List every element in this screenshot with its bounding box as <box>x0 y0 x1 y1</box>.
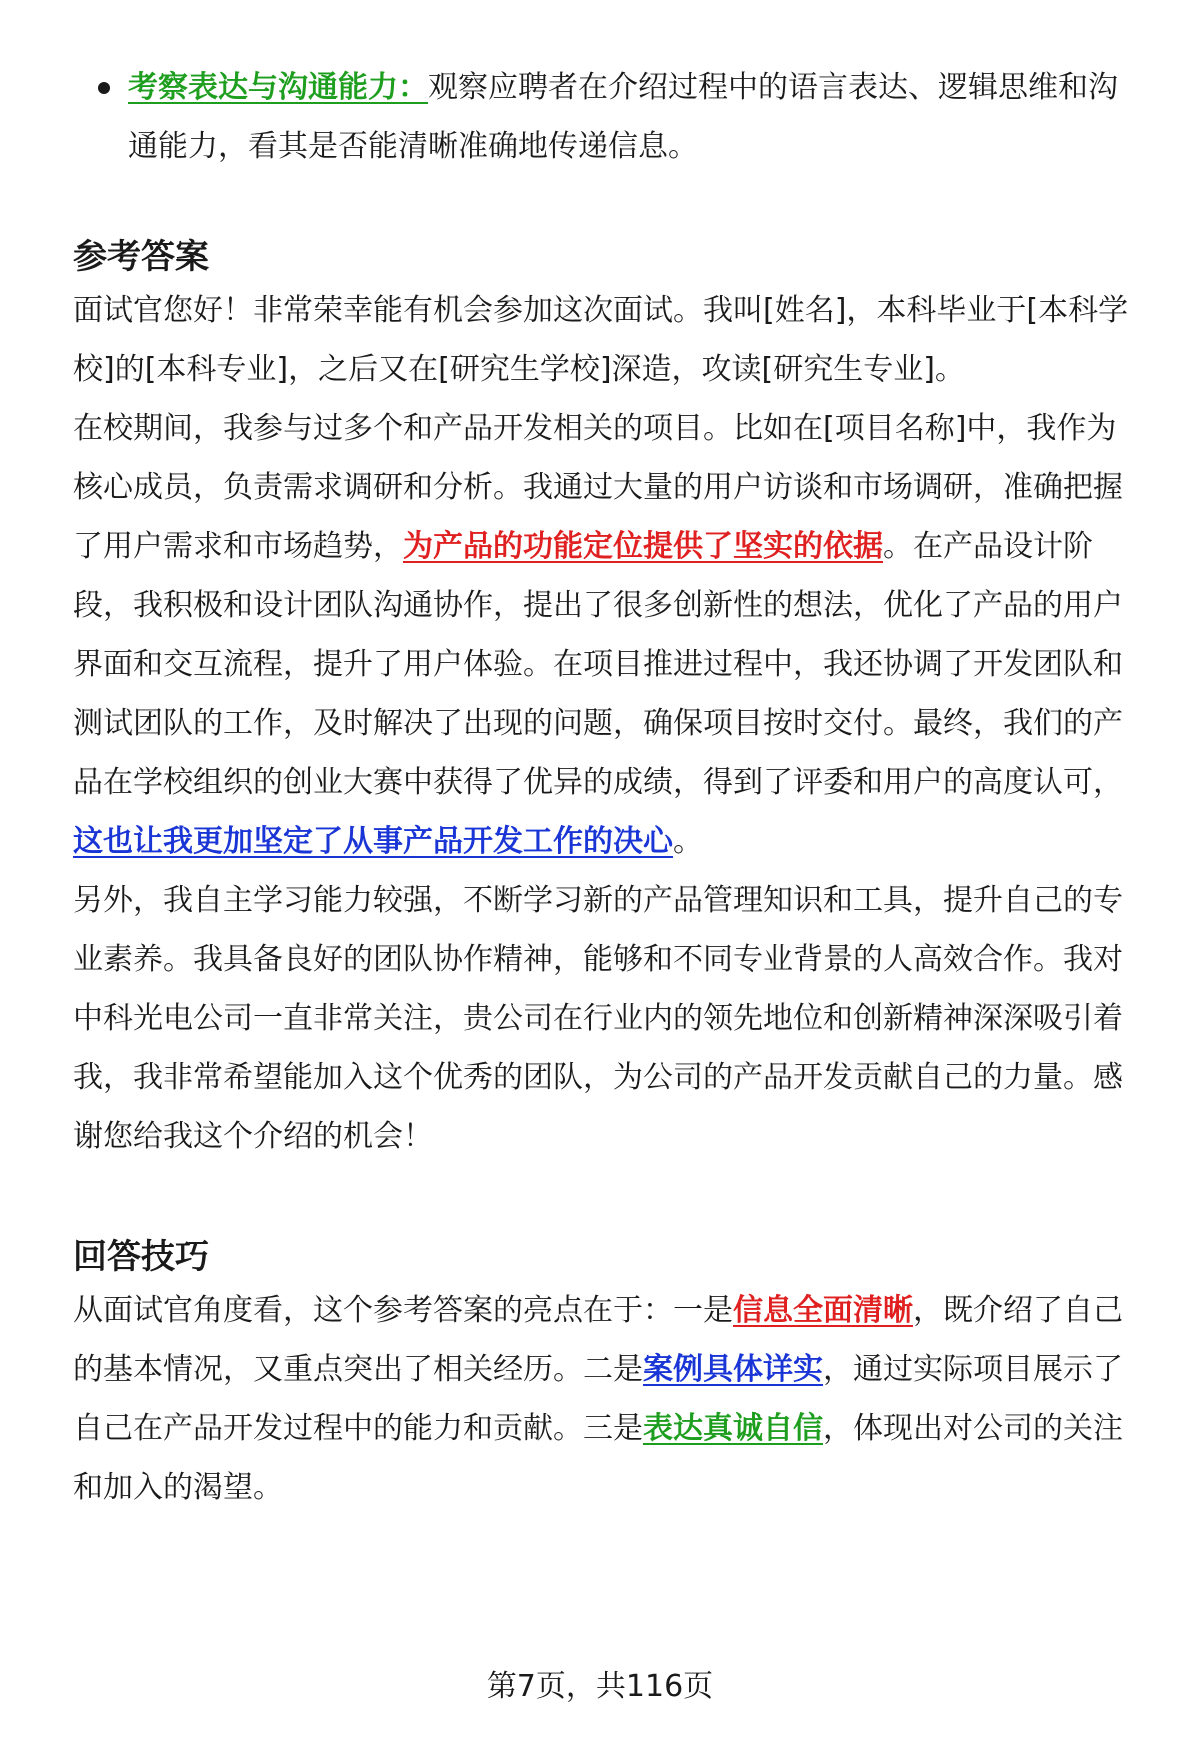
bullet-label: 考察表达与沟通能力： <box>128 70 428 105</box>
answer-p2-highlight-blue: 这也让我更加坚定了从事产品开发工作的决心 <box>73 824 673 859</box>
answer-p2-text-a: 在校期间，我参与过多个和产品开发相关的项目。比如在[项目名称]中，我作为核心成员，负责需求调研和分析。我通过大量的用户访谈和市场调研，准确把握了用户需求和市场趋势， <box>73 411 1123 564</box>
section-heading-tips: 回答技巧 <box>73 1237 209 1277</box>
page-number: 第7页，共116页 <box>486 1669 714 1704</box>
section-heading-answer: 参考答案 <box>73 237 209 277</box>
answer-p2-text-b: 。在产品设计阶段，我积极和设计团队沟通协作，提出了很多创新性的想法，优化了产品的用户界面和交互流程，提升了用户体验。在项目推进过程中，我还协调了开发团队和测试团队的工作，及时解决了出现的问题，确保项目按时交付。最终，我们的产品在学校组织的创业大赛中获得了优异的成绩，得到了评委和用户的高度认可， <box>73 529 1123 800</box>
document-page <box>73 58 1143 1517</box>
list-item <box>73 58 1143 176</box>
answer-p2-text-c: 。 <box>673 824 703 859</box>
tips-highlight-green: 表达真诚自信 <box>643 1411 823 1446</box>
bullet-text: 观察应聘者在介绍过程中的语言表达、逻辑思维和沟通能力，看其是否能清晰准确地传递信息。 <box>128 70 1118 164</box>
answer-p2-highlight-red: 为产品的功能定位提供了坚实的依据 <box>403 529 883 564</box>
answer-paragraph-3: 另外，我自主学习能力较强，不断学习新的产品管理知识和工具，提升自己的专业素养。我具备良好的团队协作精神，能够和不同专业背景的人高效合作。我对中科光电公司一直非常关注，贵公司在行业内的领先地位和创新精神深深吸引着我，我非常希望能加入这个优秀的团队，为公司的产品开发贡献自己的力量。感谢您给我这个介绍的机会！ <box>73 883 1123 1154</box>
tips-highlight-blue: 案例具体详实 <box>643 1352 823 1387</box>
answer-paragraph-2 <box>73 399 1143 871</box>
tips-text-a: 从面试官角度看，这个参考答案的亮点在于：一是 <box>73 1293 733 1328</box>
tips-text-d: ，体现出对公司的关注和加入的渴望。 <box>73 1411 1123 1505</box>
tips-text-c: ，通过实际项目展示了自己在产品开发过程中的能力和贡献。三是 <box>73 1352 1123 1446</box>
bullet-dot-icon <box>98 82 110 94</box>
answer-paragraph-1: 面试官您好！非常荣幸能有机会参加这次面试。我叫[姓名]，本科毕业于[本科学校]的[本科专业]，之后又在[研究生学校]深造，攻读[研究生专业]。 <box>73 293 1129 387</box>
tips-text-b: ，既介绍了自己的基本情况，又重点突出了相关经历。二是 <box>73 1293 1123 1387</box>
tips-paragraph <box>73 1281 1143 1517</box>
tips-highlight-red: 信息全面清晰 <box>733 1293 913 1328</box>
